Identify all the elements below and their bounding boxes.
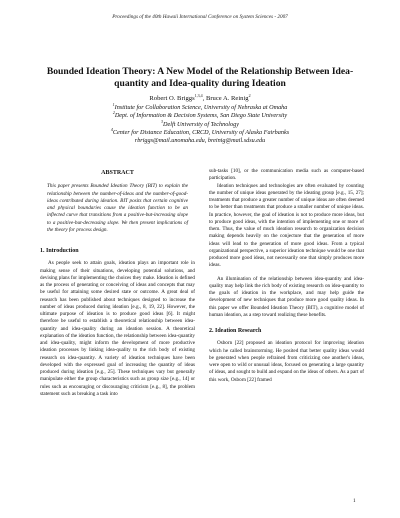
paper-title: Bounded Ideation Theory: A New Model of the Relationship Between Idea-quantity and Idea-quality during Ideation bbox=[46, 66, 354, 89]
paragraph-continued: sub-tasks [10], or the communication media such as computer-based participation. bbox=[209, 168, 364, 182]
abstract-body: This paper presents Bounded Ideation Theory (BIT) to explain the relationship between the number-of-ideas and the number-of-good-ideas contributed during ideation. BIT posits that certain cognitive and physical boundaries cause the ideation function to be an inflected curve that transitions from a positive-but-increasing slope to a positive-but-decreasing slope. We then present implications of the theory for process design. bbox=[47, 183, 188, 233]
paragraph-osborn: Osborn [22] proposed an ideation protocol for improving ideation which he called brainstorming. He posited that better quality ideas would be generated when people refrained from criticizing one another's ideas, were open to wild or unusual ideas, focused on generating a large quantity of ideas, and sought to build and expand on the ideas of others. As a part of this work, Osborn [22] framed bbox=[209, 340, 364, 383]
affiliation-4: $^4$Center for Distance Education, CRCD, University of Alaska Fairbanks bbox=[110, 126, 290, 136]
intro-paragraph: As people seek to attain goals, ideation plays an important role in making sense of their situations, developing potential solutions, and devising plans for implementing the choices they make. Ideation is defined as the process of generating or conceiving of ideas and concepts that may be useful for attaining some desired state or outcome. A great deal of research has been published about techniques designed to increase the number of ideas produced during ideation [e.g., 8, 19, 22]. However, the ultimate purpose of ideation is to produce good ideas [6]. It might therefore be useful to establish a theoretical relationship between idea-quantity and idea-quality during an ideation session. A theoretical explanation of the ideation function, the relationship between idea-quantity and idea-quality, might inform the development of more productive ideation processes by linking idea-quality to the rich body of existing research on idea-quantity. A variety of ideation techniques have been developed with the expressed goal of increasing the quantity of ideas produced during ideation [e.g., 25]. These techniques vary but generally manipulate either the group characteristics such as group size [e.g., 14] or rules such as encouraging or discouraging criticism [e.g., 8], the problem statement such as breaking a task into bbox=[40, 260, 195, 397]
paragraph-illumination: An illumination of the relationship between idea-quantity and idea-quality may help link the rich body of existing research on idea-quantity to the goals of ideation in the workplace, and may help guide the development of new techniques that produce more good quality ideas. In this paper we offer Bounded Ideation Theory (BIT), a cognitive model of human ideation, as a step toward realizing these benefits. bbox=[209, 275, 364, 318]
abstract-heading: ABSTRACT bbox=[101, 170, 134, 176]
section-heading-ideation-research: 2. Ideation Research bbox=[209, 328, 262, 334]
page-number: 1 bbox=[353, 498, 356, 504]
affiliation-1: $^1$Institute for Collaboration Science, University of Nebraska at Omaha bbox=[112, 102, 288, 112]
author-2-sup: 2 bbox=[248, 92, 251, 98]
author-names bbox=[0, 92, 400, 103]
affiliation-3: $^3$Delft University of Technology bbox=[161, 118, 239, 128]
left-column bbox=[40, 168, 195, 398]
paragraph-evaluation: Ideation techniques and technologies are often evaluated by counting the number of unique ideas generated by the ideating group [e.g., 15, 27]; treatments that produce a greater number of unique ideas are often deemed to be better than treatments that produce a smaller number of unique ideas. In practice, however, the goal of ideation is not to produce more ideas, but to produce good ideas, with the intention of implementing one or more of them. Thus, the value of much ideation research to organization decision making depends heavily on the conjecture that the generation of more ideas will lead to the generation of more good ideas. From a typical organizational perspective, a superior ideation technique would be one that produced more good ideas, not necessarily one that simply produces more ideas. bbox=[209, 182, 364, 269]
right-column bbox=[209, 168, 364, 384]
author-1: Robert O. Briggs bbox=[149, 95, 195, 102]
affiliation-2: $^2$Dept. of Information & Decision Systems, San Diego State University bbox=[112, 110, 288, 120]
author-block bbox=[0, 92, 400, 145]
author-emails[interactable]: rbriggs@mail.unomaha.edu, breinig@mail.sdsu.edu bbox=[134, 137, 266, 145]
section-heading-introduction: 1. Introduction bbox=[40, 248, 79, 254]
running-head: Proceedings of the 40th Hawaii International Conference on System Sciences - 2007 bbox=[112, 14, 288, 20]
author-2: , Bruce A. Reinig bbox=[202, 95, 249, 102]
author-1-sup: 1,3,4 bbox=[194, 92, 203, 98]
